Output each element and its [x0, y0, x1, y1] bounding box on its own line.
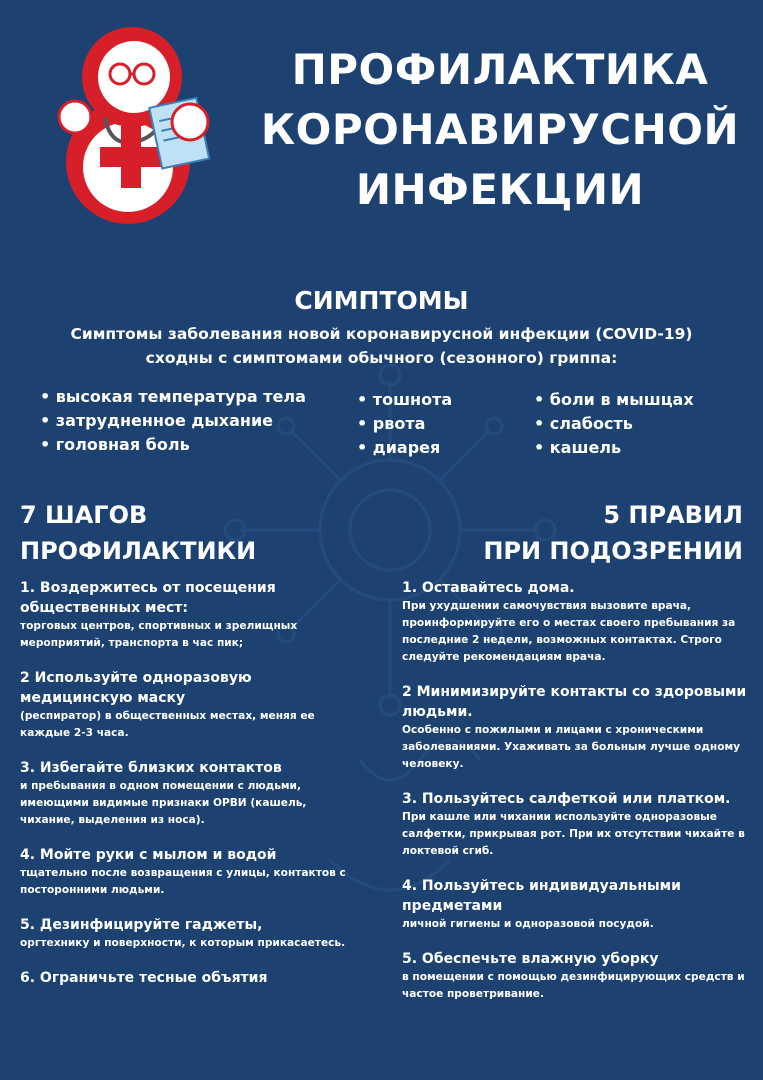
rule-desc: личной гигиены и одноразовой посудой.: [402, 918, 654, 930]
symptoms-column-3: [534, 388, 694, 460]
step-title: 5. Дезинфицируйте гаджеты,: [20, 917, 263, 933]
rule-desc: При ухудшении самочувствия вызовите врача, проинформируйте его о местах своего пребывания за последние 2 недели, возможных контактах. Строго следуйте рекомендациям врача.: [402, 600, 736, 663]
symptoms-column-2: [357, 388, 452, 460]
title-line-2: КОРОНАВИРУСНОЙ: [260, 105, 740, 154]
step-item: [20, 578, 355, 652]
rule-desc: в помещении с помощью дезинфицирующих средств и частое проветривание.: [402, 971, 745, 1000]
rules-heading-line-2: ПРИ ПОДОЗРЕНИИ: [483, 537, 743, 565]
rule-title: 3. Пользуйтесь салфеткой или платком.: [402, 791, 731, 807]
rule-desc: При кашле или чихании используйте одноразовые салфетки, прикрывая рот. При их отсутствии чихайте в локтевой сгиб.: [402, 811, 745, 857]
symptom-item: • рвота: [357, 414, 426, 433]
symptom-item: • затрудненное дыхание: [40, 411, 274, 430]
steps-heading: [20, 497, 256, 569]
steps-list: [20, 578, 355, 1004]
step-item: [20, 968, 355, 988]
step-title: 4. Мойте руки с мылом и водой: [20, 847, 277, 863]
rule-title: 5. Обеспечьте влажную уборку: [402, 951, 659, 967]
step-desc: (респиратор) в общественных местах, меняя ее каждые 2-3 часа.: [20, 710, 315, 739]
rule-title: 2 Минимизируйте контакты со здоровыми людьми.: [402, 684, 747, 720]
rules-list: [402, 578, 747, 1019]
rules-heading-line-1: 5 ПРАВИЛ: [603, 501, 743, 529]
rule-title: 1. Оставайтесь дома.: [402, 580, 575, 596]
steps-heading-line-1: 7 ШАГОВ: [20, 501, 148, 529]
symptom-item: • кашель: [534, 438, 622, 457]
symptoms-intro-line-2: сходны с симптомами обычного (сезонного) гриппа:: [145, 349, 618, 367]
doctor-logo-icon: [50, 22, 220, 227]
symptom-item: • тошнота: [357, 390, 453, 409]
rule-item: [402, 578, 747, 666]
step-title: 3. Избегайте близких контактов: [20, 760, 282, 776]
symptoms-intro: [20, 322, 743, 370]
symptoms-heading: СИМПТОМЫ: [294, 286, 469, 315]
step-desc: тщательно после возвращения с улицы, контактов с посторонними людьми.: [20, 867, 346, 896]
rule-item: [402, 949, 747, 1003]
title-line-1: ПРОФИЛАКТИКА: [291, 45, 709, 94]
step-title: 1. Воздержитесь от посещения общественных мест:: [20, 580, 276, 616]
symptoms-column-1: [40, 385, 306, 457]
rule-item: [402, 876, 747, 933]
rule-item: [402, 789, 747, 860]
step-item: [20, 845, 355, 899]
step-item: [20, 668, 355, 742]
symptom-item: • высокая температура тела: [40, 387, 306, 406]
step-item: [20, 758, 355, 829]
symptom-item: • диарея: [357, 438, 441, 457]
step-desc: и пребывания в одном помещении с людьми, имеющими видимые признаки ОРВИ (кашель, чихание, выделения из носа).: [20, 780, 307, 826]
rules-heading: [483, 497, 743, 569]
step-title: 6. Ограничьте тесные объятия: [20, 970, 268, 986]
step-desc: оргтехнику и поверхности, к которым прикасаетесь.: [20, 937, 346, 949]
steps-heading-line-2: ПРОФИЛАКТИКИ: [20, 537, 257, 565]
symptom-item: • слабость: [534, 414, 633, 433]
step-item: [20, 915, 355, 952]
page-title: [240, 40, 760, 220]
rule-title: 4. Пользуйтесь индивидуальными предметами: [402, 878, 681, 914]
symptom-item: • боли в мышцах: [534, 390, 694, 409]
symptom-item: • головная боль: [40, 435, 190, 454]
step-desc: торговых центров, спортивных и зрелищных мероприятий, транспорта в час пик;: [20, 620, 298, 649]
step-title: 2 Используйте одноразовую медицинскую маску: [20, 670, 252, 706]
rule-desc: Особенно с пожилыми и лицами с хроническими заболеваниями. Ухаживать за больным лучше одному человеку.: [402, 724, 741, 770]
title-line-3: ИНФЕКЦИИ: [355, 165, 645, 214]
symptoms-intro-line-1: Симптомы заболевания новой коронавирусной инфекции (COVID-19): [70, 325, 693, 343]
rule-item: [402, 682, 747, 773]
